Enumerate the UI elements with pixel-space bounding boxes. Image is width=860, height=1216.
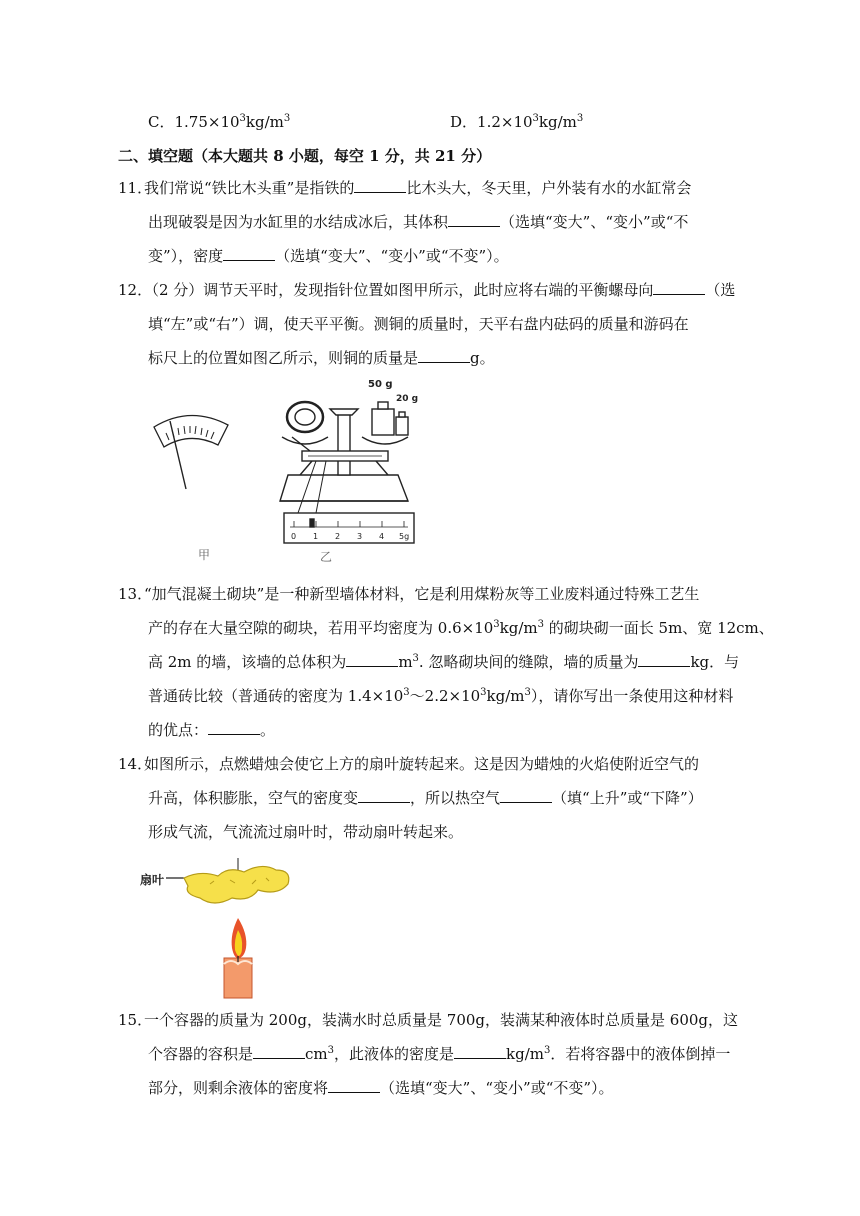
q15-number: 15． bbox=[118, 1011, 153, 1029]
q13-exp: 3 bbox=[403, 687, 410, 698]
q14-line3: 形成气流，气流流过扇叶时，带动扇叶转起来。 bbox=[148, 823, 464, 841]
weight-50-label: 50 g bbox=[368, 379, 393, 390]
q11-text: （选填“变大”、“变小”或“不 bbox=[500, 213, 689, 231]
q13-text: 的砌块砌一面长 5m、宽 12cm、 bbox=[544, 619, 774, 637]
q11-blank-1[interactable] bbox=[354, 178, 406, 193]
scale-label-1: 1 bbox=[313, 532, 319, 541]
q13-text: 产的存在大量空隙的砌块，若用平均密度为 0.6×10 bbox=[148, 619, 494, 637]
q13-text: 。 bbox=[260, 721, 276, 739]
q13-text: ～2.2×10 bbox=[409, 687, 481, 705]
q12-text: （选 bbox=[705, 281, 736, 299]
option-d-unit: kg/m bbox=[538, 113, 577, 131]
q13-text: 的优点： bbox=[148, 721, 209, 739]
q14-line2 bbox=[148, 788, 703, 808]
q13-line3 bbox=[148, 652, 739, 672]
balance-yi bbox=[280, 402, 414, 543]
q11-blank-3[interactable] bbox=[223, 246, 275, 261]
q12-text: 标尺上的位置如图乙所示，则铜的质量是 bbox=[148, 349, 419, 367]
q11-text: 比木头大，冬天里，户外装有水的水缸常会 bbox=[406, 179, 692, 197]
q13-text: kg/m bbox=[499, 619, 538, 637]
q13-blank-1[interactable] bbox=[346, 652, 398, 667]
q15-blank-2[interactable] bbox=[454, 1044, 506, 1059]
q11-line1 bbox=[118, 178, 691, 198]
q15-exp: 3 bbox=[544, 1045, 551, 1056]
option-d-unit-exp: 3 bbox=[576, 113, 584, 124]
q13-text: kg/m bbox=[486, 687, 525, 705]
q11-text: 出现破裂是因为水缸里的水结成冰后，其体积 bbox=[148, 213, 449, 231]
q15-blank-3[interactable] bbox=[328, 1078, 380, 1093]
q15-text: cm bbox=[305, 1045, 328, 1063]
scale-label-3: 3 bbox=[357, 532, 363, 541]
scale-label-0: 0 bbox=[291, 532, 297, 541]
fan-blades bbox=[184, 866, 289, 903]
scale-label-4: 4 bbox=[379, 532, 385, 541]
q14-text: ，所以热空气 bbox=[410, 789, 501, 807]
scale-label-2: 2 bbox=[335, 532, 341, 541]
q15-text: 部分，则剩余液体的密度将 bbox=[148, 1079, 329, 1097]
q14-number: 14． bbox=[118, 755, 153, 773]
q15-line1 bbox=[118, 1010, 738, 1030]
q11-line2 bbox=[148, 212, 688, 232]
label-yi: 乙 bbox=[320, 550, 333, 564]
q12-line2: 填“左”或“右”）调，使天平平衡。测铜的质量时，天平右盘内砝码的质量和游码在 bbox=[148, 315, 689, 333]
q13-exp: 3 bbox=[537, 619, 544, 630]
q15-text: 个容器的容积是 bbox=[148, 1045, 254, 1063]
balance-figure bbox=[140, 375, 440, 575]
q13-line5 bbox=[148, 720, 275, 740]
q12-blank-2[interactable] bbox=[418, 348, 470, 363]
q11-number: 11． bbox=[118, 179, 153, 197]
q11-text: 我们常说“铁比木头重”是指铁的 bbox=[144, 179, 355, 197]
option-c-unit: kg/m bbox=[245, 113, 284, 131]
q12-line1 bbox=[118, 280, 735, 300]
q15-line3 bbox=[148, 1078, 614, 1098]
option-c-unit-exp: 3 bbox=[283, 113, 291, 124]
q15-line2 bbox=[148, 1044, 730, 1064]
section-heading: 二、填空题（本大题共 8 小题，每空 1 分，共 21 分） bbox=[118, 147, 492, 165]
q15-blank-1[interactable] bbox=[253, 1044, 305, 1059]
q13-number: 13． bbox=[118, 585, 153, 603]
q13-exp: 3 bbox=[480, 687, 487, 698]
q12-blank-1[interactable] bbox=[653, 280, 705, 295]
q11-text: 变”），密度 bbox=[148, 247, 224, 265]
label-jia: 甲 bbox=[198, 548, 211, 562]
option-d bbox=[450, 112, 583, 132]
q14-blank-1[interactable] bbox=[358, 788, 410, 803]
q15-text: （选填“变大”、“变小”或“不变”）。 bbox=[380, 1079, 614, 1097]
q13-blank-2[interactable] bbox=[638, 652, 690, 667]
candle-fan-figure bbox=[140, 856, 320, 1002]
q13-text: 高 2m 的墙，该墙的总体积为 bbox=[148, 653, 347, 671]
q13-exp: 3 bbox=[493, 619, 500, 630]
q13-exp: 3 bbox=[524, 687, 531, 698]
q11-line3 bbox=[148, 246, 509, 266]
option-c-text: C．1.75×10 bbox=[148, 113, 240, 131]
q15-text: 一个容器的质量为 200g，装满水时总质量是 700g，装满某种液体时总质量是 600g，这 bbox=[144, 1011, 739, 1029]
option-d-exp: 3 bbox=[532, 113, 539, 124]
q12-text: （2 分）调节天平时，发现指针位置如图甲所示，此时应将右端的平衡螺母向 bbox=[144, 281, 654, 299]
q13-text: m bbox=[398, 653, 413, 671]
fan-label: 扇叶 bbox=[140, 873, 165, 887]
q15-text: ，此液体的密度是 bbox=[334, 1045, 455, 1063]
q12-text: g。 bbox=[470, 349, 495, 367]
q13-text: kg．与 bbox=[690, 653, 740, 671]
q13-line1 bbox=[118, 584, 699, 604]
q15-exp: 3 bbox=[327, 1045, 335, 1056]
q15-text: ．若将容器中的液体倒掉一 bbox=[550, 1045, 731, 1063]
option-c-exp: 3 bbox=[239, 113, 246, 124]
q11-blank-2[interactable] bbox=[448, 212, 500, 227]
q15-text: kg/m bbox=[506, 1045, 544, 1063]
q14-text: 升高，体积膨胀，空气的密度变 bbox=[148, 789, 359, 807]
q13-line4 bbox=[148, 686, 733, 706]
q13-text: ），请你写出一条使用这种材料 bbox=[530, 687, 734, 705]
q13-text: 普通砖比较（普通砖的密度为 1.4×10 bbox=[148, 687, 404, 705]
q12-number: 12． bbox=[118, 281, 153, 299]
scale-label-5: 5g bbox=[399, 532, 410, 541]
q13-exp: 3 bbox=[412, 653, 419, 664]
q14-line1 bbox=[118, 754, 699, 774]
q13-text: . 忽略砌块间的缝隙，墙的质量为 bbox=[418, 653, 639, 671]
q14-text: 如图所示，点燃蜡烛会使它上方的扇叶旋转起来。这是因为蜡烛的火焰使附近空气的 bbox=[144, 755, 700, 773]
q11-text: （选填“变大”、“变小”或“不变”）。 bbox=[275, 247, 509, 265]
q12-line3 bbox=[148, 348, 495, 368]
q14-blank-2[interactable] bbox=[500, 788, 552, 803]
option-c bbox=[148, 112, 290, 132]
pointer-scale-jia bbox=[154, 415, 228, 489]
q14-text: （填“上升”或“下降”） bbox=[552, 789, 703, 807]
q13-line2 bbox=[148, 618, 774, 638]
q13-text: “加气混凝土砌块”是一种新型墙体材料，它是利用煤粉灰等工业废料通过特殊工艺生 bbox=[144, 585, 700, 603]
q13-blank-3[interactable] bbox=[208, 720, 260, 735]
weight-20-label: 20 g bbox=[396, 394, 419, 404]
option-d-text: D．1.2×10 bbox=[450, 113, 533, 131]
